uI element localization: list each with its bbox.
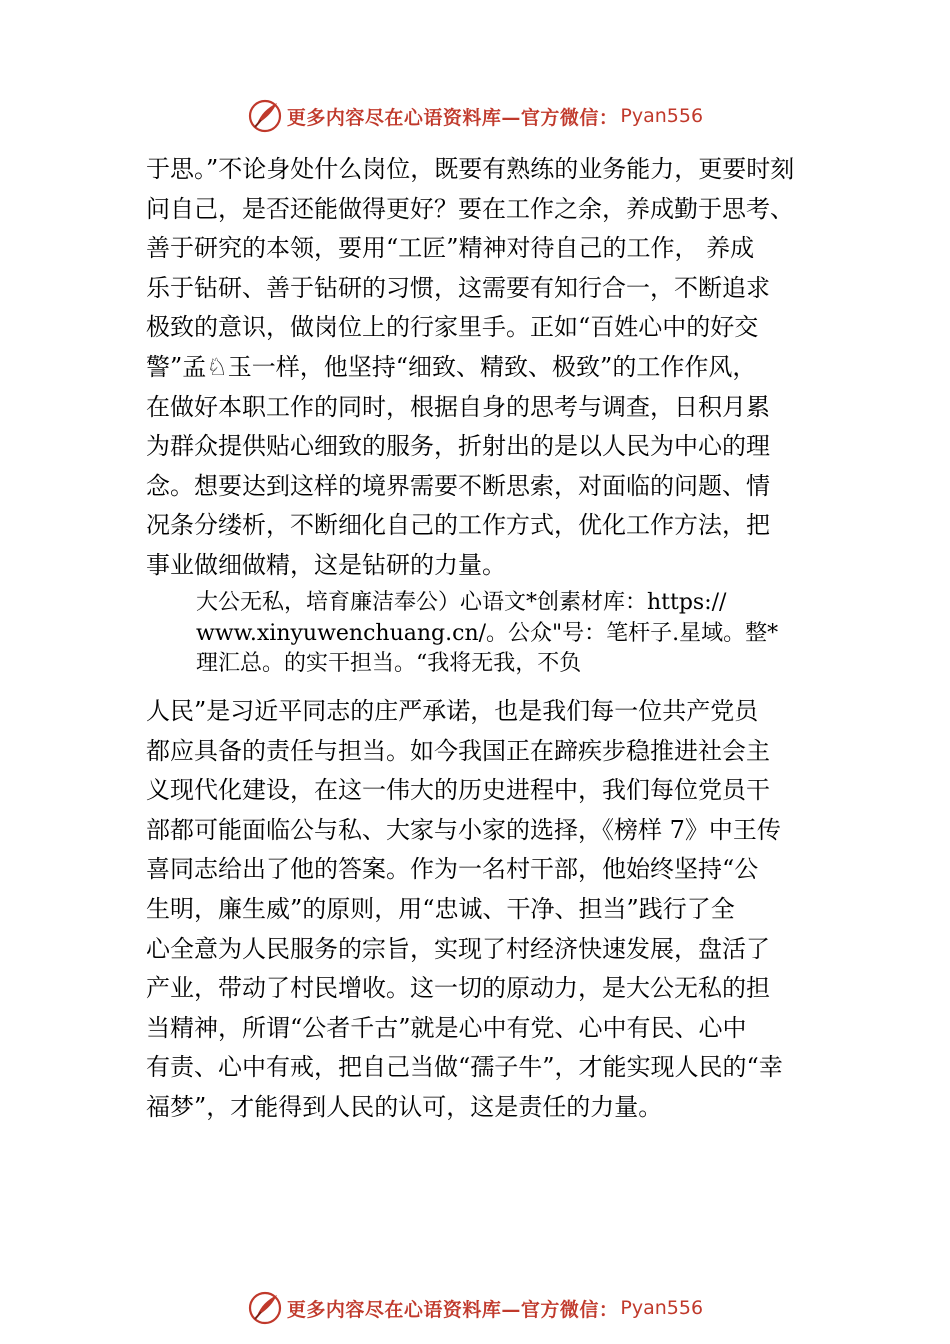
text-line: www.xinyuwenchuang.cn/。公众"号：笔杆子.星域。整* <box>196 620 779 646</box>
text-line: 理汇总。的实干担当。“我将无我，不负 <box>196 651 582 676</box>
text-line: 福梦”，才能得到人民的认可，这是责任的力量。 <box>146 1092 663 1121</box>
text-line: 念。想要达到这样的境界需要不断思索，对面临的问题、情 <box>146 471 770 500</box>
watermark-wechat-id: Pyan556 <box>620 1297 704 1319</box>
text-line: 有责、心中有戒，把自己当做“孺子牛”，才能实现人民的“幸 <box>146 1053 783 1082</box>
text-line: 善于研究的本领，要用“工匠”精神对待自己的工作， 养成 <box>146 234 755 263</box>
text-line: 事业做细做精，这是钻研的力量。 <box>146 550 506 579</box>
footer-watermark <box>0 1288 950 1328</box>
text-line: 喜同志给出了他的答案。作为一名村干部，他始终坚持“公 <box>146 855 759 884</box>
text-line: 心全意为人民服务的宗旨，实现了村经济快速发展，盘活了 <box>146 934 770 963</box>
text-line: 义现代化建设，在这一伟大的历史进程中，我们每位党员干 <box>146 776 770 805</box>
text-line: 极致的意识，做岗位上的行家里手。正如“百姓心中的好交 <box>146 313 759 342</box>
quill-logo-icon <box>247 1290 283 1326</box>
watermark-text: 更多内容尽在心语资料库—官方微信： <box>286 1298 619 1321</box>
paragraph-1 <box>146 150 826 586</box>
text-line: 当精神，所谓“公者千古”就是心中有党、心中有民、心中 <box>146 1013 747 1042</box>
inserted-promo-block <box>196 588 828 680</box>
text-line: 为群众提供贴心细致的服务，折射出的是以人民为中心的理 <box>146 432 770 461</box>
text-line: 大公无私，培育廉洁奉公）心语文*创素材库：https:// <box>196 590 727 615</box>
text-line: 部都可能面临公与私、大家与小家的选择，《榜样 7》中王传 <box>146 815 781 844</box>
text-line: 产业，带动了村民增收。这一切的原动力，是大公无私的担 <box>146 974 770 1003</box>
text-line: 在做好本职工作的同时，根据自身的思考与调查，日积月累 <box>146 392 770 421</box>
text-line: 况条分缕析，不断细化自己的工作方式，优化工作方法，把 <box>146 511 770 540</box>
text-line: 问自己，是否还能做得更好？要在工作之余，养成勤于思考、 <box>146 194 794 223</box>
text-line: 乐于钻研、善于钻研的习惯，这需要有知行合一，不断追求 <box>146 273 770 302</box>
text-line: 警”孟♘玉一样，他坚持“细致、精致、极致”的工作作风， <box>146 352 757 381</box>
watermark-wechat-id: Pyan556 <box>620 105 704 127</box>
text-line: 生明，廉生威”的原则，用“忠诚、干净、担当”践行了全 <box>146 894 735 923</box>
header-watermark <box>0 96 950 136</box>
text-line: 于思。”不论身处什么岗位，既要有熟练的业务能力，更要时刻 <box>146 155 795 183</box>
text-line: 人民”是习近平同志的庄严承诺，也是我们每一位共产党员 <box>146 697 759 725</box>
paragraph-2 <box>146 692 826 1128</box>
watermark-text: 更多内容尽在心语资料库—官方微信： <box>286 106 619 129</box>
text-line: 都应具备的责任与担当。如今我国正在蹄疾步稳推进社会主 <box>146 736 770 765</box>
quill-logo-icon <box>247 98 283 134</box>
